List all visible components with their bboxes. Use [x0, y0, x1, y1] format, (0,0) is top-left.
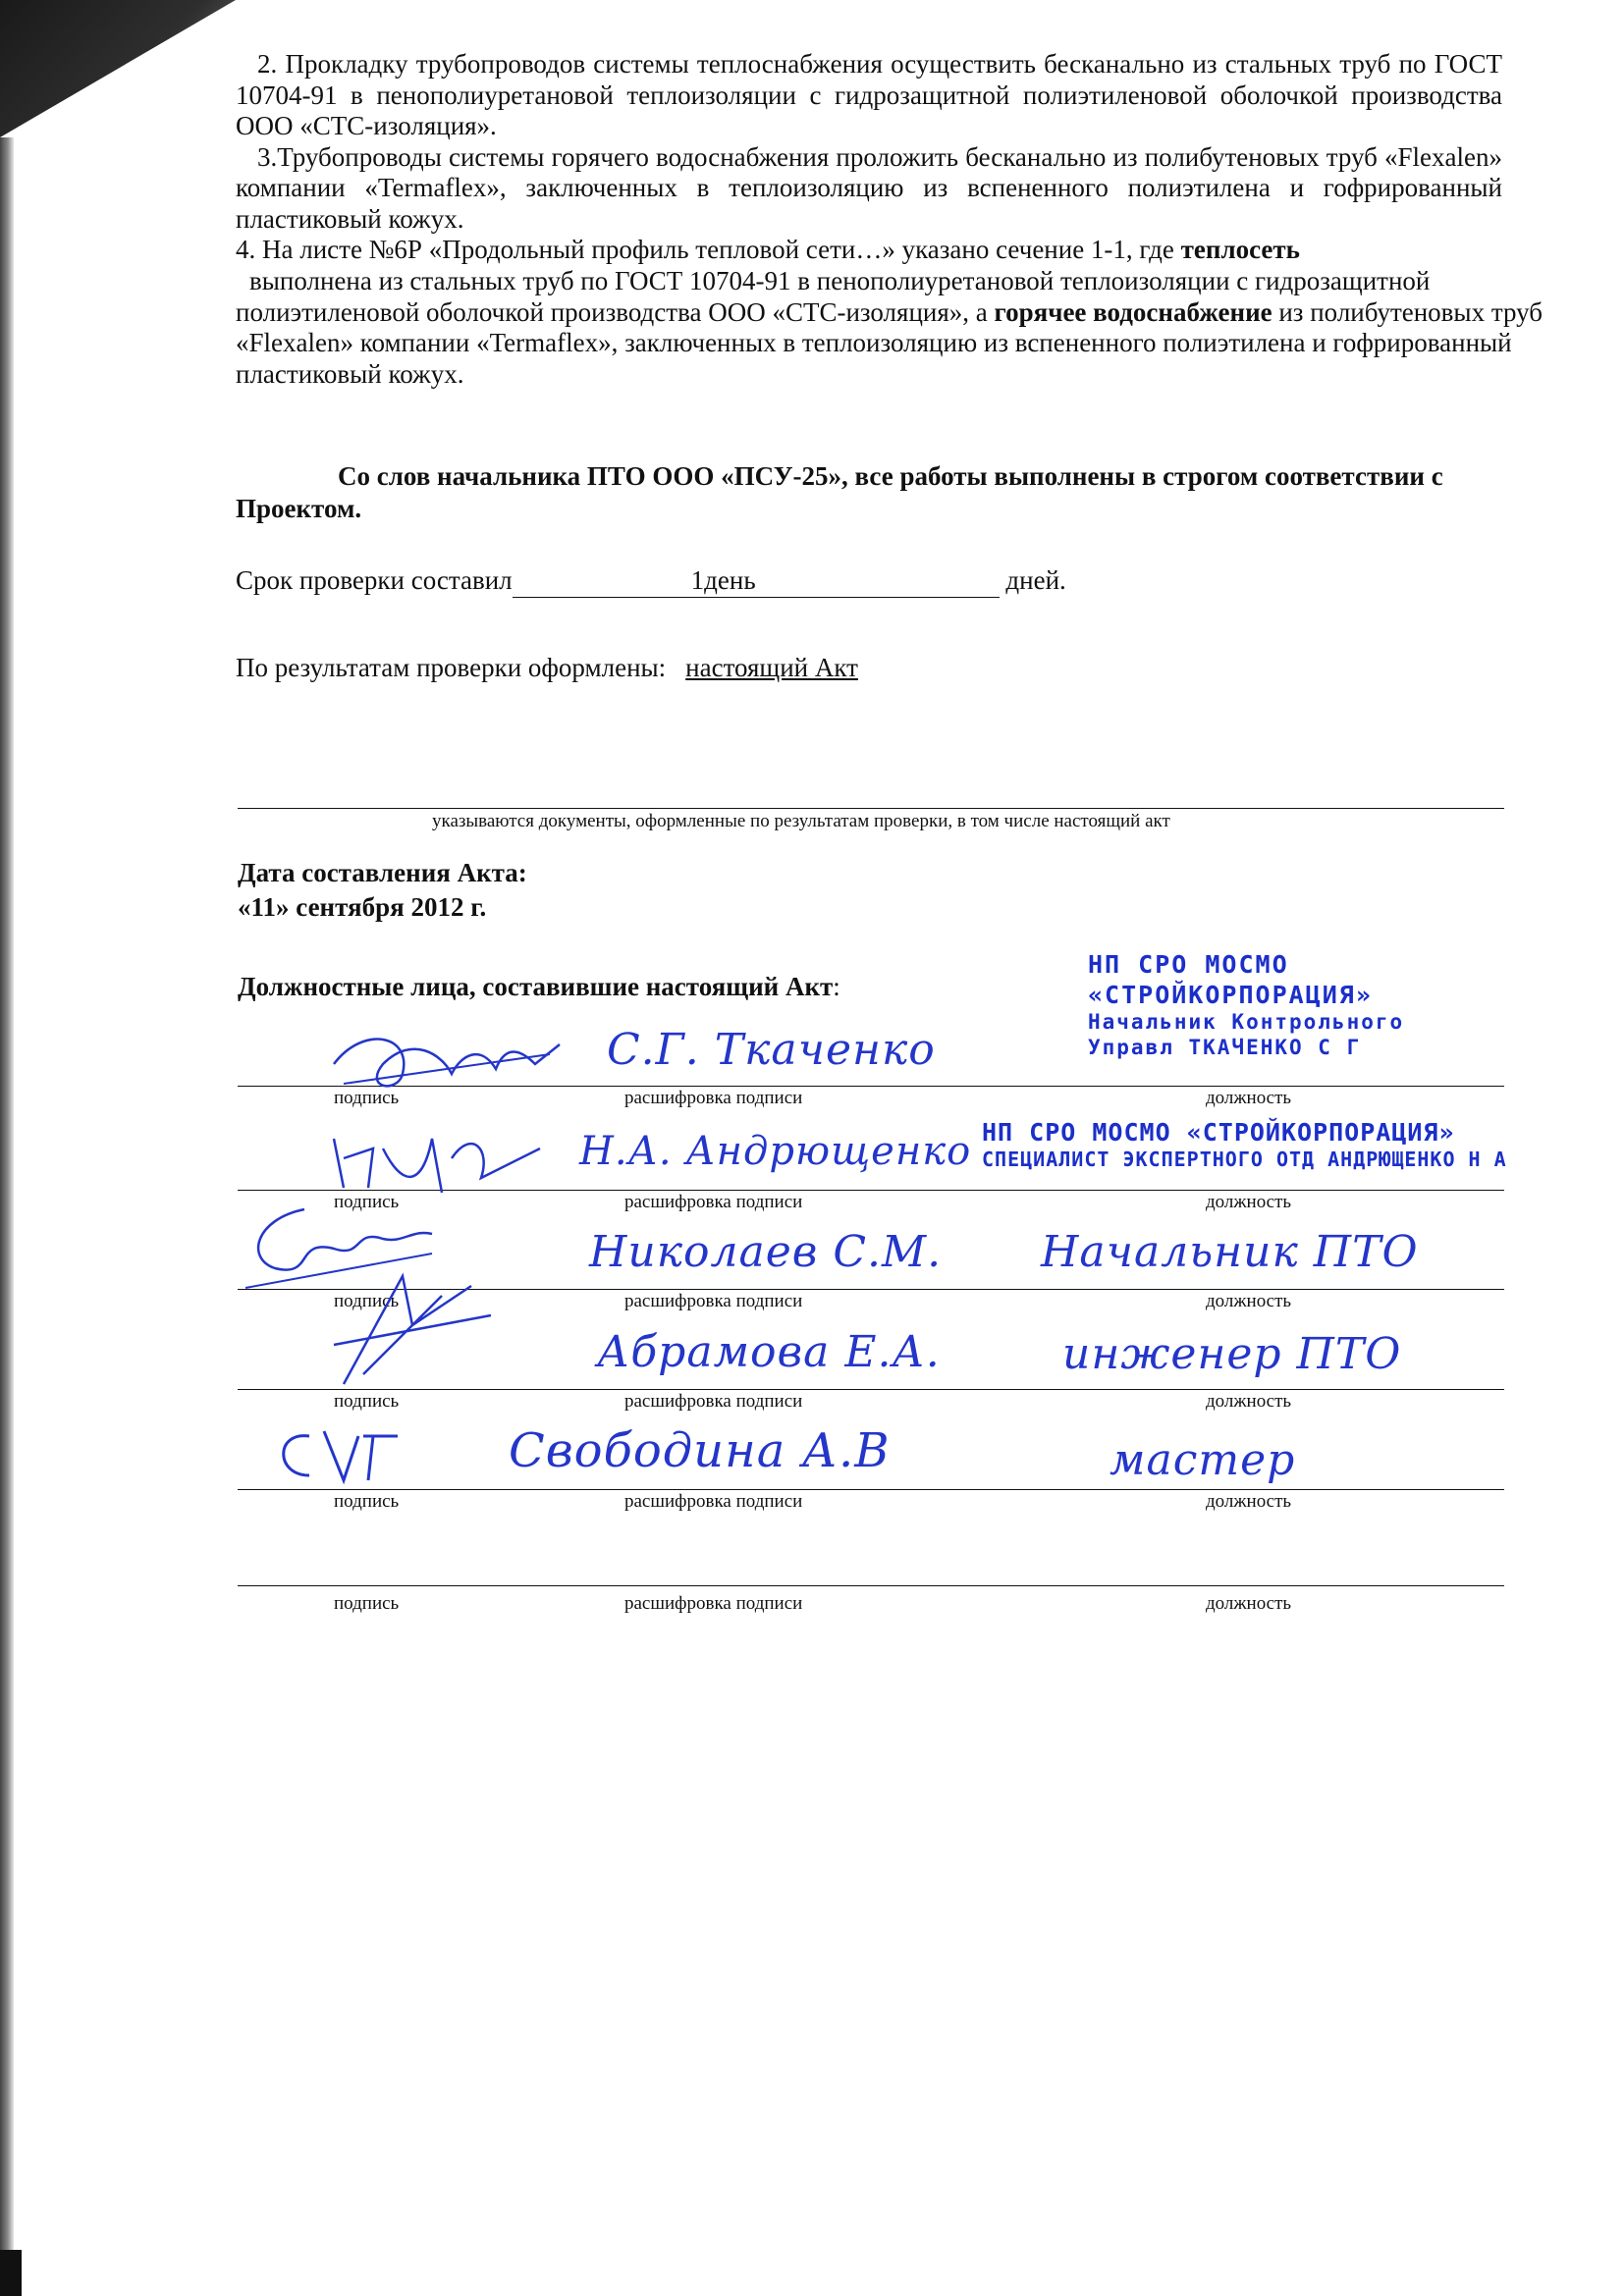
results-label: По результатам проверки оформлены:	[236, 652, 667, 682]
signature-andryushchenko-scribble	[324, 1119, 550, 1198]
clause-4-text: 4. На листе №6Р «Продольный профиль тепловой сети…» указано сечение 1-1, где	[236, 235, 1181, 265]
clause-4-heating: теплосеть	[1180, 235, 1300, 265]
handwritten-name: Николаев С.М.	[589, 1227, 943, 1277]
scan-shadow-corner	[0, 0, 236, 137]
caption-signature: подпись	[334, 1291, 400, 1311]
results-value: настоящий Акт	[685, 652, 858, 682]
signature-rule	[238, 1489, 1504, 1490]
caption-position: должность	[1206, 1088, 1292, 1108]
document-body	[236, 49, 1543, 683]
caption-signature: подпись	[334, 1192, 400, 1212]
results-rule	[238, 808, 1504, 809]
caption-signature: подпись	[334, 1593, 400, 1614]
caption-decoding: расшифровка подписи	[624, 1491, 803, 1512]
caption-signature: подпись	[334, 1391, 400, 1412]
handwritten-name: Абрамова Е.А.	[597, 1327, 941, 1377]
stamp-andryushchenko	[982, 1117, 1507, 1172]
signature-tkachenko-scribble	[324, 1015, 569, 1103]
handwritten-position: мастер	[1110, 1435, 1296, 1485]
handwritten-name: Н.А. Андрющенко	[579, 1129, 972, 1174]
caption-position: должность	[1206, 1192, 1292, 1212]
clause-4	[236, 235, 1571, 390]
term-line	[236, 565, 1502, 598]
caption-decoding: расшифровка подписи	[624, 1088, 803, 1108]
officials-heading	[238, 972, 840, 1002]
date-label: Дата составления Акта:	[238, 858, 527, 887]
stamp-line: НП СРО МОСМО «СТРОЙКОРПОРАЦИЯ»	[982, 1118, 1455, 1147]
date-value: «11» сентября 2012 г.	[238, 892, 487, 923]
handwritten-position: Начальник ПТО	[1041, 1227, 1419, 1277]
stamp-line: НП СРО МОСМО	[1088, 950, 1289, 979]
stamp-line: СПЕЦИАЛИСТ ЭКСПЕРТНОГО ОТД АНДРЮЩЕНКО Н А	[982, 1148, 1507, 1172]
clause-4-text-cont: выполнена из стальных труб по ГОСТ 10704-91 в пенополиуретановой теплоизоляции с гидрозащитной полиэтиленовой оболочкой производства ООО «СТС-изоляция», а	[236, 266, 1431, 327]
clause-2: 2. Прокладку трубопроводов системы теплоснабжения осуществить бесканально из стальных труб по ГОСТ 10704-91 в пенополиуретановой теплоизоляции с гидрозащитной полиэтиленовой оболочкой производства ООО «СТС-изоляция».	[236, 49, 1502, 141]
scan-shadow-bottom	[0, 2250, 22, 2296]
officials-heading-text: Должностные лица, составившие настоящий Акт	[238, 972, 834, 1001]
caption-position: должность	[1206, 1391, 1292, 1412]
signature-rule	[238, 1585, 1504, 1586]
handwritten-position: инженер ПТО	[1062, 1329, 1402, 1379]
clause-4-text-end: из полибутеновых труб «Flexalen» компании «Termaflex», заключенных в теплоизоляцию из вспененного полиэтилена и гофрированный пластиковый кожух.	[236, 296, 1543, 389]
caption-decoding: расшифровка подписи	[624, 1192, 803, 1212]
signature-svobodina-scribble	[265, 1421, 403, 1490]
caption-position: должность	[1206, 1593, 1292, 1614]
results-caption: указываются документы, оформленные по результатам проверки, в том числе настоящий акт	[432, 811, 1170, 831]
date-block	[238, 856, 527, 925]
clause-4-hot-water: горячее водоснабжение	[994, 296, 1272, 327]
caption-position: должность	[1206, 1491, 1292, 1512]
stamp-line: Начальник Контрольного	[1088, 1010, 1405, 1034]
term-value	[691, 565, 1000, 598]
caption-position: должность	[1206, 1291, 1292, 1311]
stamp-line: «СТРОЙКОРПОРАЦИЯ»	[1088, 980, 1373, 1009]
signature-abramova-scribble	[324, 1266, 501, 1394]
caption-decoding: расшифровка подписи	[624, 1593, 803, 1614]
term-prefix: Срок проверки составил	[236, 565, 513, 596]
caption-signature: подпись	[334, 1491, 400, 1512]
term-value-text: 1день	[690, 565, 756, 596]
term-blank-1	[513, 565, 691, 598]
caption-decoding: расшифровка подписи	[624, 1291, 803, 1311]
handwritten-name: С.Г. Ткаченко	[607, 1025, 936, 1075]
conclusion-text: Со слов начальника ПТО ООО «ПСУ-25», все работы выполнены в строгом соответствии с Проектом.	[236, 461, 1443, 523]
stamp-line: Управл ТКАЧЕНКО С Г	[1088, 1035, 1362, 1059]
stamp-tkachenko	[1088, 950, 1404, 1060]
clause-3: 3.Трубопроводы системы горячего водоснабжения проложить бесканально из полибутеновых труб «Flexalen» компании «Termaflex», заключенных в теплоизоляцию из вспененного полиэтилена и гофрированный пластиковый кожух.	[236, 141, 1502, 234]
results-line	[236, 653, 1502, 684]
handwritten-name: Свободина А.В	[509, 1423, 891, 1478]
officials-heading-colon: :	[833, 972, 840, 1001]
term-suffix: дней.	[1005, 565, 1066, 596]
caption-signature: подпись	[334, 1088, 400, 1108]
caption-decoding: расшифровка подписи	[624, 1391, 803, 1412]
scan-shadow-edge	[0, 137, 14, 2296]
